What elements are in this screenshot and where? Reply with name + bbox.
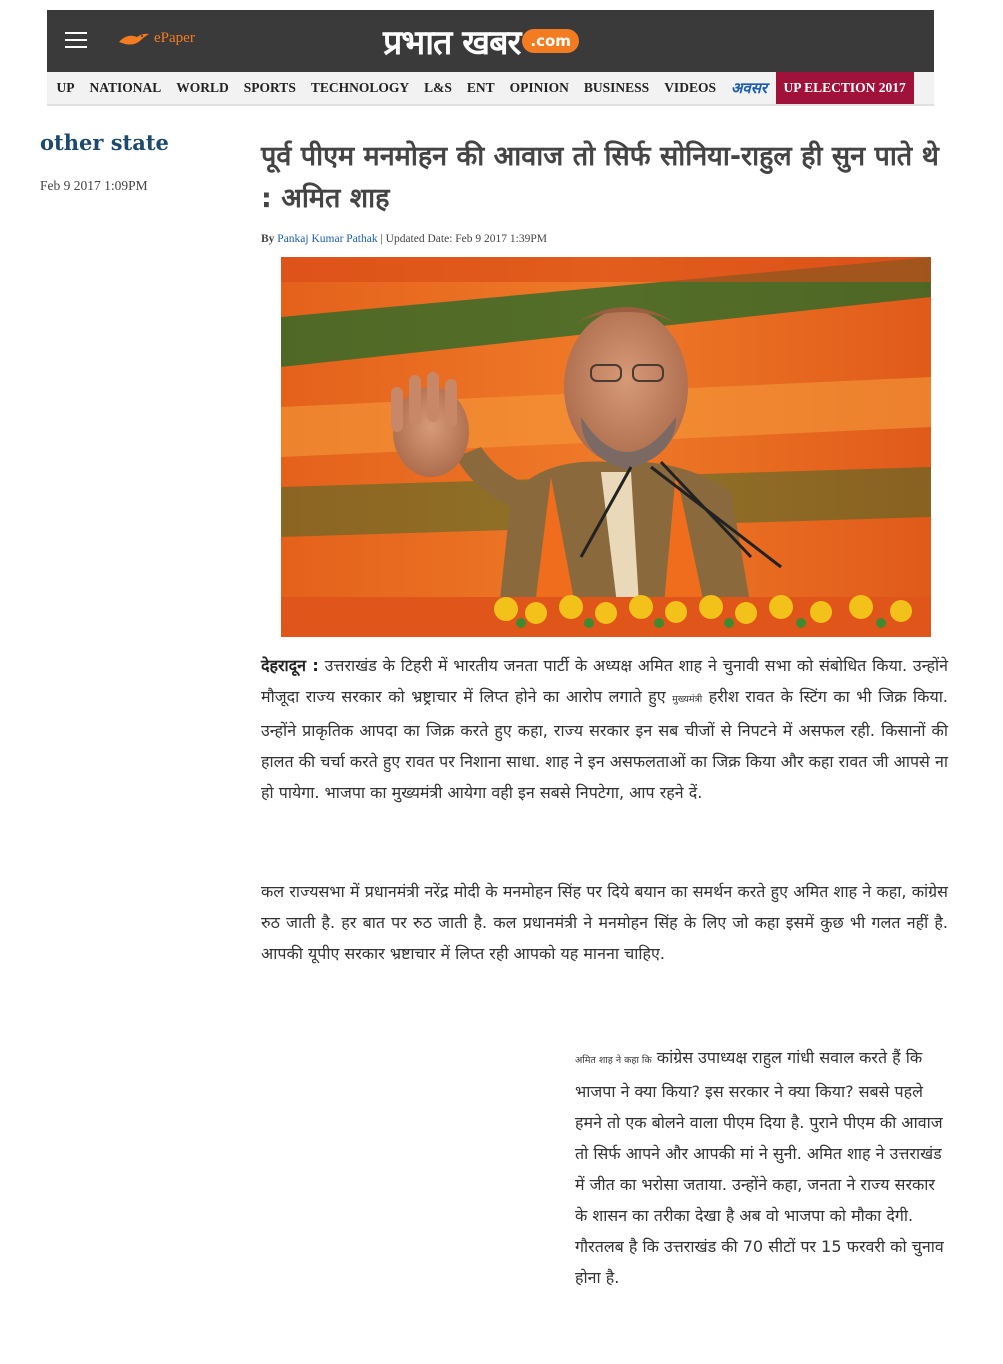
article-paragraph-2: कल राज्यसभा में प्रधानमंत्री नरेंद्र मोदी के मनमोहन सिंह पर दिये बयान का समर्थन करते हुए अमित शाह ने कहा, कांग्रेस रुठ जाती है. हर बात पर रुठ जाती है. कल प्रधानमंत्री ने मनमोहन सिंह के लिए जो कहा इसमें कुछ भी गलत नहीं है. आपकी यूपीए सरकार भ्रष्टाचार में लिप्त रही आपको यह मानना चाहिए. [261, 882, 948, 963]
paragraph-1-part-a: उत्तराखंड के टिहरी में भारतीय जनता पार्टी के अध्यक्ष अमित शाह ने चुनावी सभा को संबोधित किया. उन्होंने मौजूदा राज्य सरकार को भ्रष्ट्राचार में लिप्त होने का आरोप लगाते हुए [261, 656, 948, 706]
article-paragraph-3 [575, 1042, 950, 1293]
updated-date: | Updated Date: Feb 9 2017 1:39PM [380, 233, 547, 245]
site-logo[interactable] [383, 20, 579, 62]
paragraph-1-small-note: मुख्यमंत्री [672, 694, 703, 705]
nav-item-national[interactable]: NATIONAL [89, 80, 162, 95]
bird-icon [117, 31, 151, 47]
article-paragraph-1 [261, 650, 948, 808]
sidebar-date: Feb 9 2017 1:09PM [40, 178, 148, 193]
hamburger-menu-icon[interactable] [65, 32, 87, 50]
paragraph-3-small-note: अमित शाह ने कहा कि [575, 1055, 652, 1066]
byline-by: By [261, 233, 275, 245]
epaper-label: ePaper [154, 30, 195, 46]
nav-item-opinion[interactable]: OPINION [509, 80, 569, 95]
article-photo [281, 257, 931, 637]
paragraph-1-part-b: हरीश रावत के स्टिंग का भी जिक्र किया. उन्होंने प्राकृतिक आपदा का जिक्र करते हुए कहा, राज्य सरकार इन सब चीजों से निपटने में असफल रही. किसानों की हालत की चर्चा करते हुए रावत पर निशाना साधा. शाह ने इन असफलताओं का जिक्र किया और कहा रावत जी आपसे ना हो पायेगा. भाजपा का मुख्यमंत्री आयेगा वही इन सबसे निपटेगा, आप रहने दें. [261, 687, 948, 802]
author-link[interactable]: Pankaj Kumar Pathak [277, 233, 378, 245]
article-headline: पूर्व पीएम मनमोहन की आवाज तो सिर्फ सोनिया-राहुल ही सुन पाते थे : अमित शाह [261, 141, 939, 214]
nav-item-technology[interactable]: TECHNOLOGY [310, 80, 410, 95]
category-title[interactable]: other state [40, 130, 169, 155]
nav-item-sports[interactable]: SPORTS [243, 80, 296, 95]
logo-text: प्रभात खबर [383, 23, 521, 63]
paragraph-3-text: कांग्रेस उपाध्यक्ष राहुल गांधी सवाल करते हैं कि भाजपा ने क्या किया? इस सरकार ने क्या किया? सबसे पहले हमने तो एक बोलने वाला पीएम दिया है. पुराने पीएम की आवाज तो सिर्फ आपने और आपकी मां ने सुनी. अमित शाह ने उत्तराखंड में जीत का भरोसा जताया. उन्होंने कहा, जनता ने राज्य सरकार के शासन का तरीका देखा है अब वो भाजपा को मौका देगी. गौरतलब है कि उत्तराखंड की 70 सीटों पर 15 फरवरी को चुनाव होना है. [575, 1048, 944, 1287]
nav-item-world[interactable]: WORLD [176, 80, 229, 95]
nav-item-avsar[interactable]: अवसर [730, 79, 768, 97]
nav-item-business[interactable]: BUSINESS [583, 80, 650, 95]
main-nav [47, 72, 934, 106]
nav-item-lifestyle[interactable]: L&S [424, 80, 452, 95]
site-header [47, 10, 934, 72]
article-byline [261, 233, 547, 245]
epaper-link[interactable] [117, 30, 195, 47]
dateline: देहरादून : [261, 656, 319, 675]
nav-item-up-election[interactable]: UP ELECTION 2017 [776, 72, 914, 104]
logo-suffix: .com [522, 29, 579, 53]
nav-item-ent[interactable]: ENT [466, 80, 495, 95]
nav-item-videos[interactable]: VIDEOS [664, 80, 716, 95]
nav-item-up[interactable]: UP [56, 80, 75, 95]
